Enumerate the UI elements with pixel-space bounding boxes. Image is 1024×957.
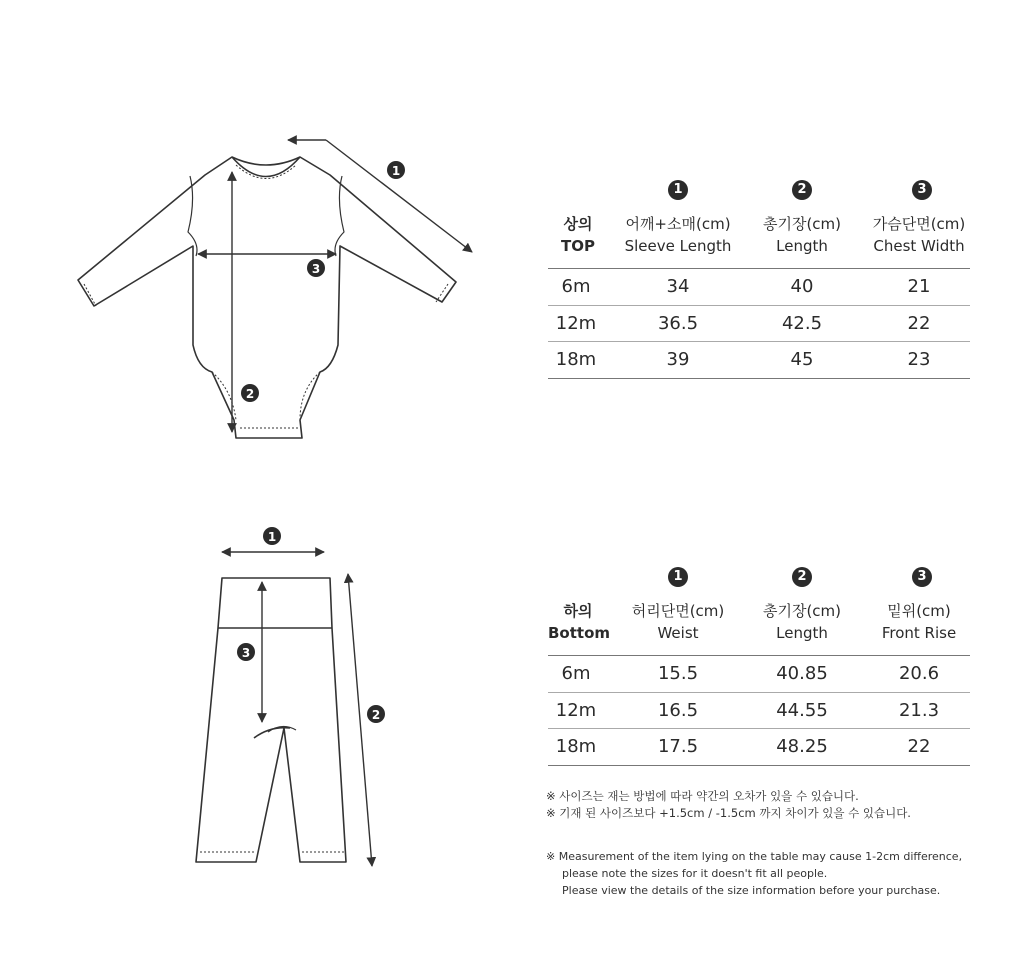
size-cell: 18m — [555, 349, 597, 370]
table-row — [548, 656, 970, 692]
svg-text:3: 3 — [241, 646, 251, 660]
table-rule — [548, 378, 970, 379]
column-header-2 — [746, 600, 858, 644]
category-cell — [548, 213, 608, 257]
value-cell: 16.5 — [657, 700, 699, 721]
svg-text:1: 1 — [391, 164, 401, 178]
table-rule — [548, 765, 970, 766]
value-cell: 17.5 — [657, 736, 699, 757]
column-badge-3: 3 — [912, 180, 932, 200]
note-line: ※ Measurement of the item lying on the table may cause 1-2cm difference, — [546, 850, 963, 863]
value-cell: 21.3 — [898, 700, 940, 721]
column-badge-1: 1 — [668, 567, 688, 587]
column-en: Weist — [657, 624, 699, 642]
pants-markers — [237, 527, 385, 723]
size-notes-en — [546, 848, 962, 899]
note-line: Please view the details of the size information before your purchase. — [562, 884, 941, 897]
table-row — [548, 342, 970, 378]
bottom-table-header — [548, 600, 970, 650]
value-cell: 40 — [790, 276, 814, 297]
note-line: ※ 기재 된 사이즈보다 +1.5cm / -1.5cm 까지 차이가 있을 수 있습니다. — [546, 806, 911, 820]
table-row — [548, 269, 970, 305]
value-cell: 20.6 — [898, 663, 940, 684]
pants-measure-lines — [222, 552, 372, 866]
bodysuit-drawing — [78, 157, 456, 438]
category-en: TOP — [561, 237, 595, 255]
size-notes-ko — [546, 788, 911, 822]
column-en: Sleeve Length — [624, 237, 732, 255]
column-header-1 — [618, 600, 738, 644]
column-header-3 — [864, 213, 974, 257]
bodysuit-markers — [241, 161, 405, 402]
size-cell: 12m — [555, 700, 597, 721]
size-cell: 12m — [555, 313, 597, 334]
column-en: Chest Width — [873, 237, 965, 255]
size-cell: 6m — [561, 276, 591, 297]
size-cell: 6m — [561, 663, 591, 684]
value-cell: 22 — [907, 313, 931, 334]
column-badge-2: 2 — [792, 567, 812, 587]
value-cell: 22 — [907, 736, 931, 757]
note-line: ※ 사이즈는 재는 방법에 따라 약간의 오차가 있을 수 있습니다. — [546, 789, 859, 803]
table-row — [548, 729, 970, 765]
column-badge-2: 2 — [792, 180, 812, 200]
note-line: please note the sizes for it doesn't fit all people. — [562, 867, 828, 880]
size-cell: 18m — [555, 736, 597, 757]
column-ko: 어깨+소매(cm) — [625, 215, 731, 233]
table-row — [548, 693, 970, 729]
bottom-column-badges — [548, 567, 970, 591]
column-header-3 — [864, 600, 974, 644]
category-cell — [548, 600, 611, 644]
column-header-2 — [746, 213, 858, 257]
value-cell: 39 — [666, 349, 690, 370]
svg-text:2: 2 — [371, 708, 381, 722]
top-column-badges — [548, 180, 970, 204]
svg-text:3: 3 — [311, 262, 321, 276]
value-cell: 15.5 — [657, 663, 699, 684]
svg-text:2: 2 — [245, 387, 255, 401]
svg-text:1: 1 — [267, 530, 277, 544]
value-cell: 21 — [907, 276, 931, 297]
column-header-1 — [618, 213, 738, 257]
column-ko: 총기장(cm) — [762, 602, 842, 620]
column-ko: 밑위(cm) — [887, 602, 951, 620]
top-table-header — [548, 213, 970, 263]
column-ko: 가슴단면(cm) — [872, 215, 966, 233]
value-cell: 45 — [790, 349, 814, 370]
value-cell: 23 — [907, 349, 931, 370]
value-cell: 48.25 — [776, 736, 828, 757]
column-en: Length — [776, 624, 828, 642]
value-cell: 44.55 — [776, 700, 828, 721]
pants-drawing — [196, 578, 346, 862]
column-en: Front Rise — [881, 624, 957, 642]
column-ko: 허리단면(cm) — [631, 602, 725, 620]
column-ko: 총기장(cm) — [762, 215, 842, 233]
value-cell: 34 — [666, 276, 690, 297]
value-cell: 40.85 — [776, 663, 828, 684]
category-en: Bottom — [548, 624, 611, 642]
table-row — [548, 306, 970, 342]
value-cell: 42.5 — [781, 313, 823, 334]
bodysuit-measure-lines — [198, 140, 472, 432]
column-en: Length — [776, 237, 828, 255]
column-badge-1: 1 — [668, 180, 688, 200]
column-badge-3: 3 — [912, 567, 932, 587]
value-cell: 36.5 — [657, 313, 699, 334]
category-ko: 상의 — [563, 215, 593, 233]
category-ko: 하의 — [563, 602, 593, 620]
